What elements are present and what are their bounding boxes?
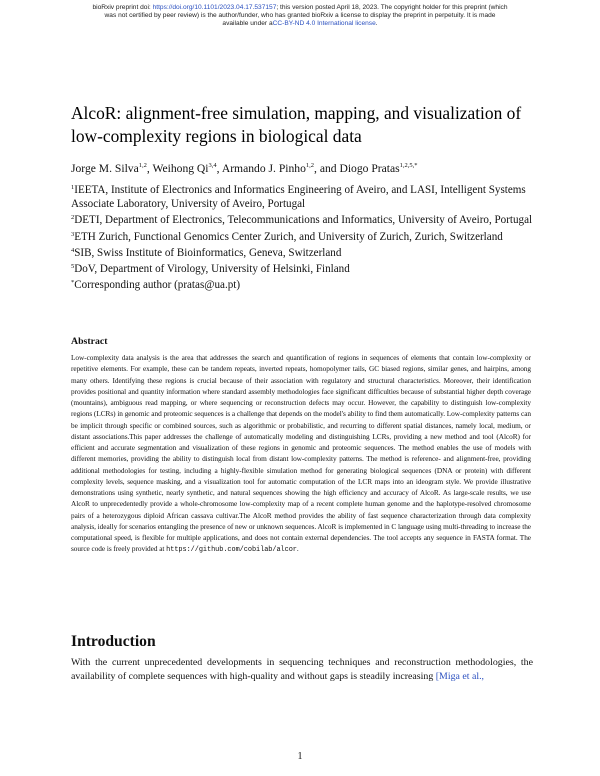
- preprint-notice-line-3: available under aCC-BY-ND 4.0 International license.: [222, 20, 378, 27]
- abstract-heading: Abstract: [71, 336, 108, 347]
- author-affiliation-marker: 3,4: [208, 162, 217, 169]
- author-name: Diogo Pratas: [339, 162, 400, 175]
- author-separator: ,: [216, 162, 222, 175]
- author-affiliation-marker: 1,2,5,*: [399, 162, 418, 169]
- abstract-text: Low-complexity data analysis is the area that addresses the search and quantification of regions in sequences of elements that contain low-complexity or repetitive elements. For example, these can be tandem repeats, inverted repeats, homopolymer tails, GC biased regions, similar genes, and hairpins, among many others. Identifying these regions is crucial because of their association with regulatory and structural characteristics. Moreover, their identification provides positional and quantity information where standard assembly methodologies face significant difficulties because of substantial higher depth coverage (mountains), ambiguous read mapping, or where sequencing or reconstruction defects may occur. However, the capability to distinguish low-complexity regions (LCRs) in genomic and proteomic sequences is a challenge that depends on the model's ability to find them automatically. Low-complexity patterns can be implicit through specific or combined sources, such as algorithmic or probabilistic, and recurring to different spatial distances, namely local, medium, or distant associations.This paper addresses the challenge of automatically modeling and distinguishing LCRs, providing a new method and tool (AlcoR) for efficient and accurate segmentation and visualization of these regions in genomic and proteomic sequences. The method enables the use of models with different memories, providing the ability to distinguish local from distant low-complexity patterns. The method is reference- and alignment-free, providing additional methodologies for testing, including a highly-flexible simulation method for generating biological sequences (DNA or protein) with different complexity levels, sequence masking, and a visualization tool for automatic computation of the LCR maps into an ideogram style. We provide illustrative demonstrations using synthetic, nearly synthetic, and natural sequences showing the high efficiency and accuracy of AlcoR. As large-scale results, we use AlcoR to unprecedentedly provide a whole-chromosome low-complexity map of a recent complete human genome and the haplotype-resolved chromosome pairs of a heterozygous diploid African cassava cultivar.The AlcoR method provides the ability of fast sequence characterization through data complexity analysis, ideally for scenarios entangling the presence of new or unknown sequences. AlcoR is implemented in C language using multi-threading to increase the computational speed, is flexible for multiple applications, and does not contain external dependencies. The tool accepts any sequence in FASTA format. The source code is freely provided at https://github.com/cobilab/alcor.: [71, 353, 531, 555]
- introduction-heading: Introduction: [71, 633, 156, 650]
- affiliation-marker: 2: [71, 214, 75, 222]
- affiliation-text: ETH Zurich, Functional Genomics Center Zurich, and University of Zurich, Zurich, Switzerland: [74, 230, 503, 243]
- author-list: [71, 159, 541, 176]
- preprint-notice: [40, 4, 560, 28]
- citation-link[interactable]: [Miga et al.,: [435, 671, 485, 682]
- introduction-text: With the current unprecedented developments in sequencing techniques and reconstruction methodologies, the availability of complete sequences with high-quality and without gaps is steadily increasing [Miga et al.,: [71, 657, 533, 682]
- affiliation-text: Corresponding author (pratas@ua.pt): [74, 279, 241, 292]
- author-affiliation-marker: 1,2: [305, 162, 315, 169]
- author-name: Armando J. Pinho: [221, 162, 306, 175]
- author-separator: ,: [146, 162, 153, 175]
- affiliation-item: [71, 211, 541, 227]
- author-affiliation-marker: 1,2: [138, 162, 147, 169]
- author-separator: , and: [314, 162, 340, 175]
- affiliation-marker: 5: [71, 263, 75, 271]
- affiliation-text: DoV, Department of Virology, University of Helsinki, Finland: [74, 263, 350, 276]
- affiliation-marker: 4: [71, 246, 75, 254]
- affiliation-item: [71, 244, 541, 260]
- affiliation-item: [71, 260, 541, 276]
- affiliation-item: [71, 276, 541, 292]
- affiliation-item: [71, 181, 541, 211]
- page-number: 1: [297, 751, 303, 762]
- author-name: Weihong Qi: [152, 162, 209, 175]
- license-link[interactable]: CC-BY-ND 4.0 International license: [272, 20, 376, 27]
- affiliation-text: DETI, Department of Electronics, Telecommunications and Informatics, University of Aveiro, Portugal: [74, 214, 533, 227]
- affiliation-text: SIB, Swiss Institute of Bioinformatics, Geneva, Switzerland: [74, 246, 342, 259]
- source-code-link[interactable]: https://github.com/cobilab/alcor: [166, 546, 297, 555]
- preprint-notice-line-2: was not certified by peer review) is the author/funder, who has granted bioRxiv a license to display the preprint in perpetuity. It is made: [104, 12, 496, 19]
- paper-title: AlcoR: alignment-free simulation, mapping, and visualization of low-complexity regions in biological data: [71, 103, 522, 146]
- affiliation-text: IEETA, Institute of Electronics and Informatics Engineering of Aveiro, and LASI, Intelligent Systems Associate Laboratory, University of Aveiro, Portugal: [71, 184, 526, 211]
- doi-link[interactable]: https://doi.org/10.1101/2023.04.17.537157: [152, 4, 277, 11]
- affiliation-marker: 1: [71, 184, 75, 191]
- affiliation-item: [71, 228, 541, 244]
- author-name: Jorge M. Silva: [71, 162, 139, 175]
- preprint-notice-line-1: bioRxiv preprint doi: https://doi.org/10.1101/2023.04.17.537157; this version posted April 18, 2023. The copyright holder for this preprint (which: [92, 4, 508, 11]
- affiliation-marker: 3: [71, 230, 75, 238]
- affiliation-marker: *: [71, 279, 75, 287]
- affiliation-list: [71, 181, 541, 292]
